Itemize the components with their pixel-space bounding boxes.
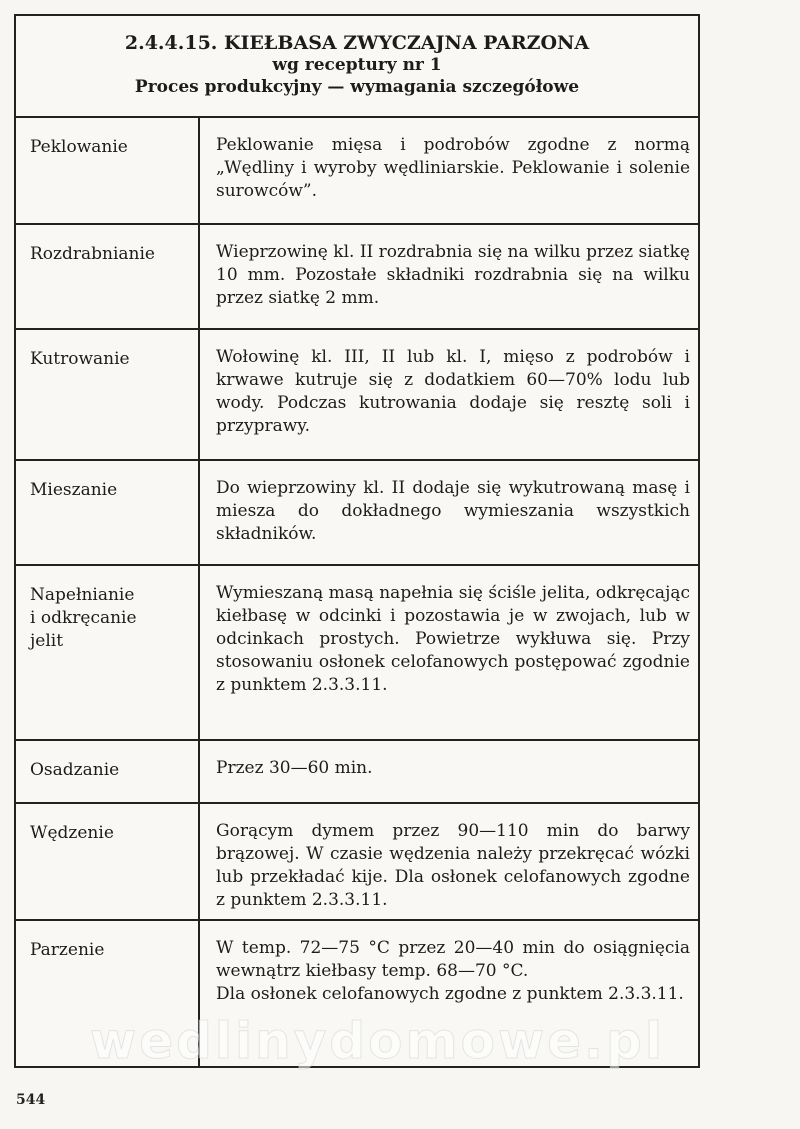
title-line-3: Proces produkcyjny — wymagania szczegółowe: [134, 77, 580, 97]
row-label: Rozdrabnianie: [16, 225, 200, 328]
table-row: [16, 921, 698, 1068]
row-text: Do wieprzowiny kl. II dodaje się wykutrowaną masę i miesza do dokładnego wymieszania wszystkich składników.: [216, 478, 690, 544]
row-text: Wołowinę kl. III, II lub kl. I, mięso z podrobów i krwawe kutruje się z dodatkiem 60—70% lodu lub wody. Podczas kutrowania dodaje się resztę soli i przyprawy.: [216, 347, 690, 436]
row-label: Parzenie: [16, 921, 200, 1068]
page-title: [16, 16, 698, 118]
document-page: [14, 14, 700, 1068]
row-text: Gorącym dymem przez 90—110 min do barwy brązowej. W czasie wędzenia należy przekręcać wózki lub przekładać kije. Dla osłonek celofanowych zgodne z punktem 2.3.3.11.: [216, 821, 690, 910]
row-text: Wieprzowinę kl. II rozdrabnia się na wilku przez siatkę 10 mm. Pozostałe składniki rozdrabnia się na wilku przez siatkę 2 mm.: [216, 242, 690, 308]
row-text: Wymieszaną masą napełnia się ściśle jelita, odkręcając kiełbasę w odcinki i pozostawia je w zwojach, lub w odcinkach prostych. Powietrze wykłuwa się. Przy stosowaniu osłonek celofanowych postępować zgodnie z punktem 2.3.3.11.: [216, 583, 690, 695]
watermark: wedlinydomowe.pl: [90, 1012, 665, 1070]
row-text: Peklowanie mięsa i podrobów zgodne z normą „Wędliny i wyroby wędliniarskie. Peklowanie i solenie surowców”.: [216, 135, 690, 201]
row-label: Wędzenie: [16, 804, 200, 919]
table-row: [16, 804, 698, 921]
table-row: [16, 330, 698, 461]
row-text: W temp. 72—75 °C przez 20—40 min do osiągnięcia wewnątrz kiełbasy temp. 68—70 °C. Dla osłonek celofanowych zgodne z punktem 2.3.3.11.: [216, 938, 690, 1004]
row-label: Kutrowanie: [16, 330, 200, 459]
row-text: Przez 30—60 min.: [216, 758, 373, 778]
table-row: [16, 461, 698, 566]
title-line-2: wg receptury nr 1: [272, 55, 442, 75]
process-table: [16, 118, 698, 1068]
table-row: [16, 741, 698, 804]
row-label: Peklowanie: [16, 118, 200, 223]
row-label: Mieszanie: [16, 461, 200, 564]
table-row: [16, 225, 698, 330]
row-label: Osadzanie: [16, 741, 200, 802]
page-number: 544: [16, 1092, 46, 1108]
row-label: Napełnianie i odkręcanie jelit: [16, 566, 200, 739]
title-line-1: 2.4.4.15. KIEŁBASA ZWYCZAJNA PARZONA: [124, 32, 590, 54]
table-row: [16, 566, 698, 741]
table-row: [16, 118, 698, 225]
